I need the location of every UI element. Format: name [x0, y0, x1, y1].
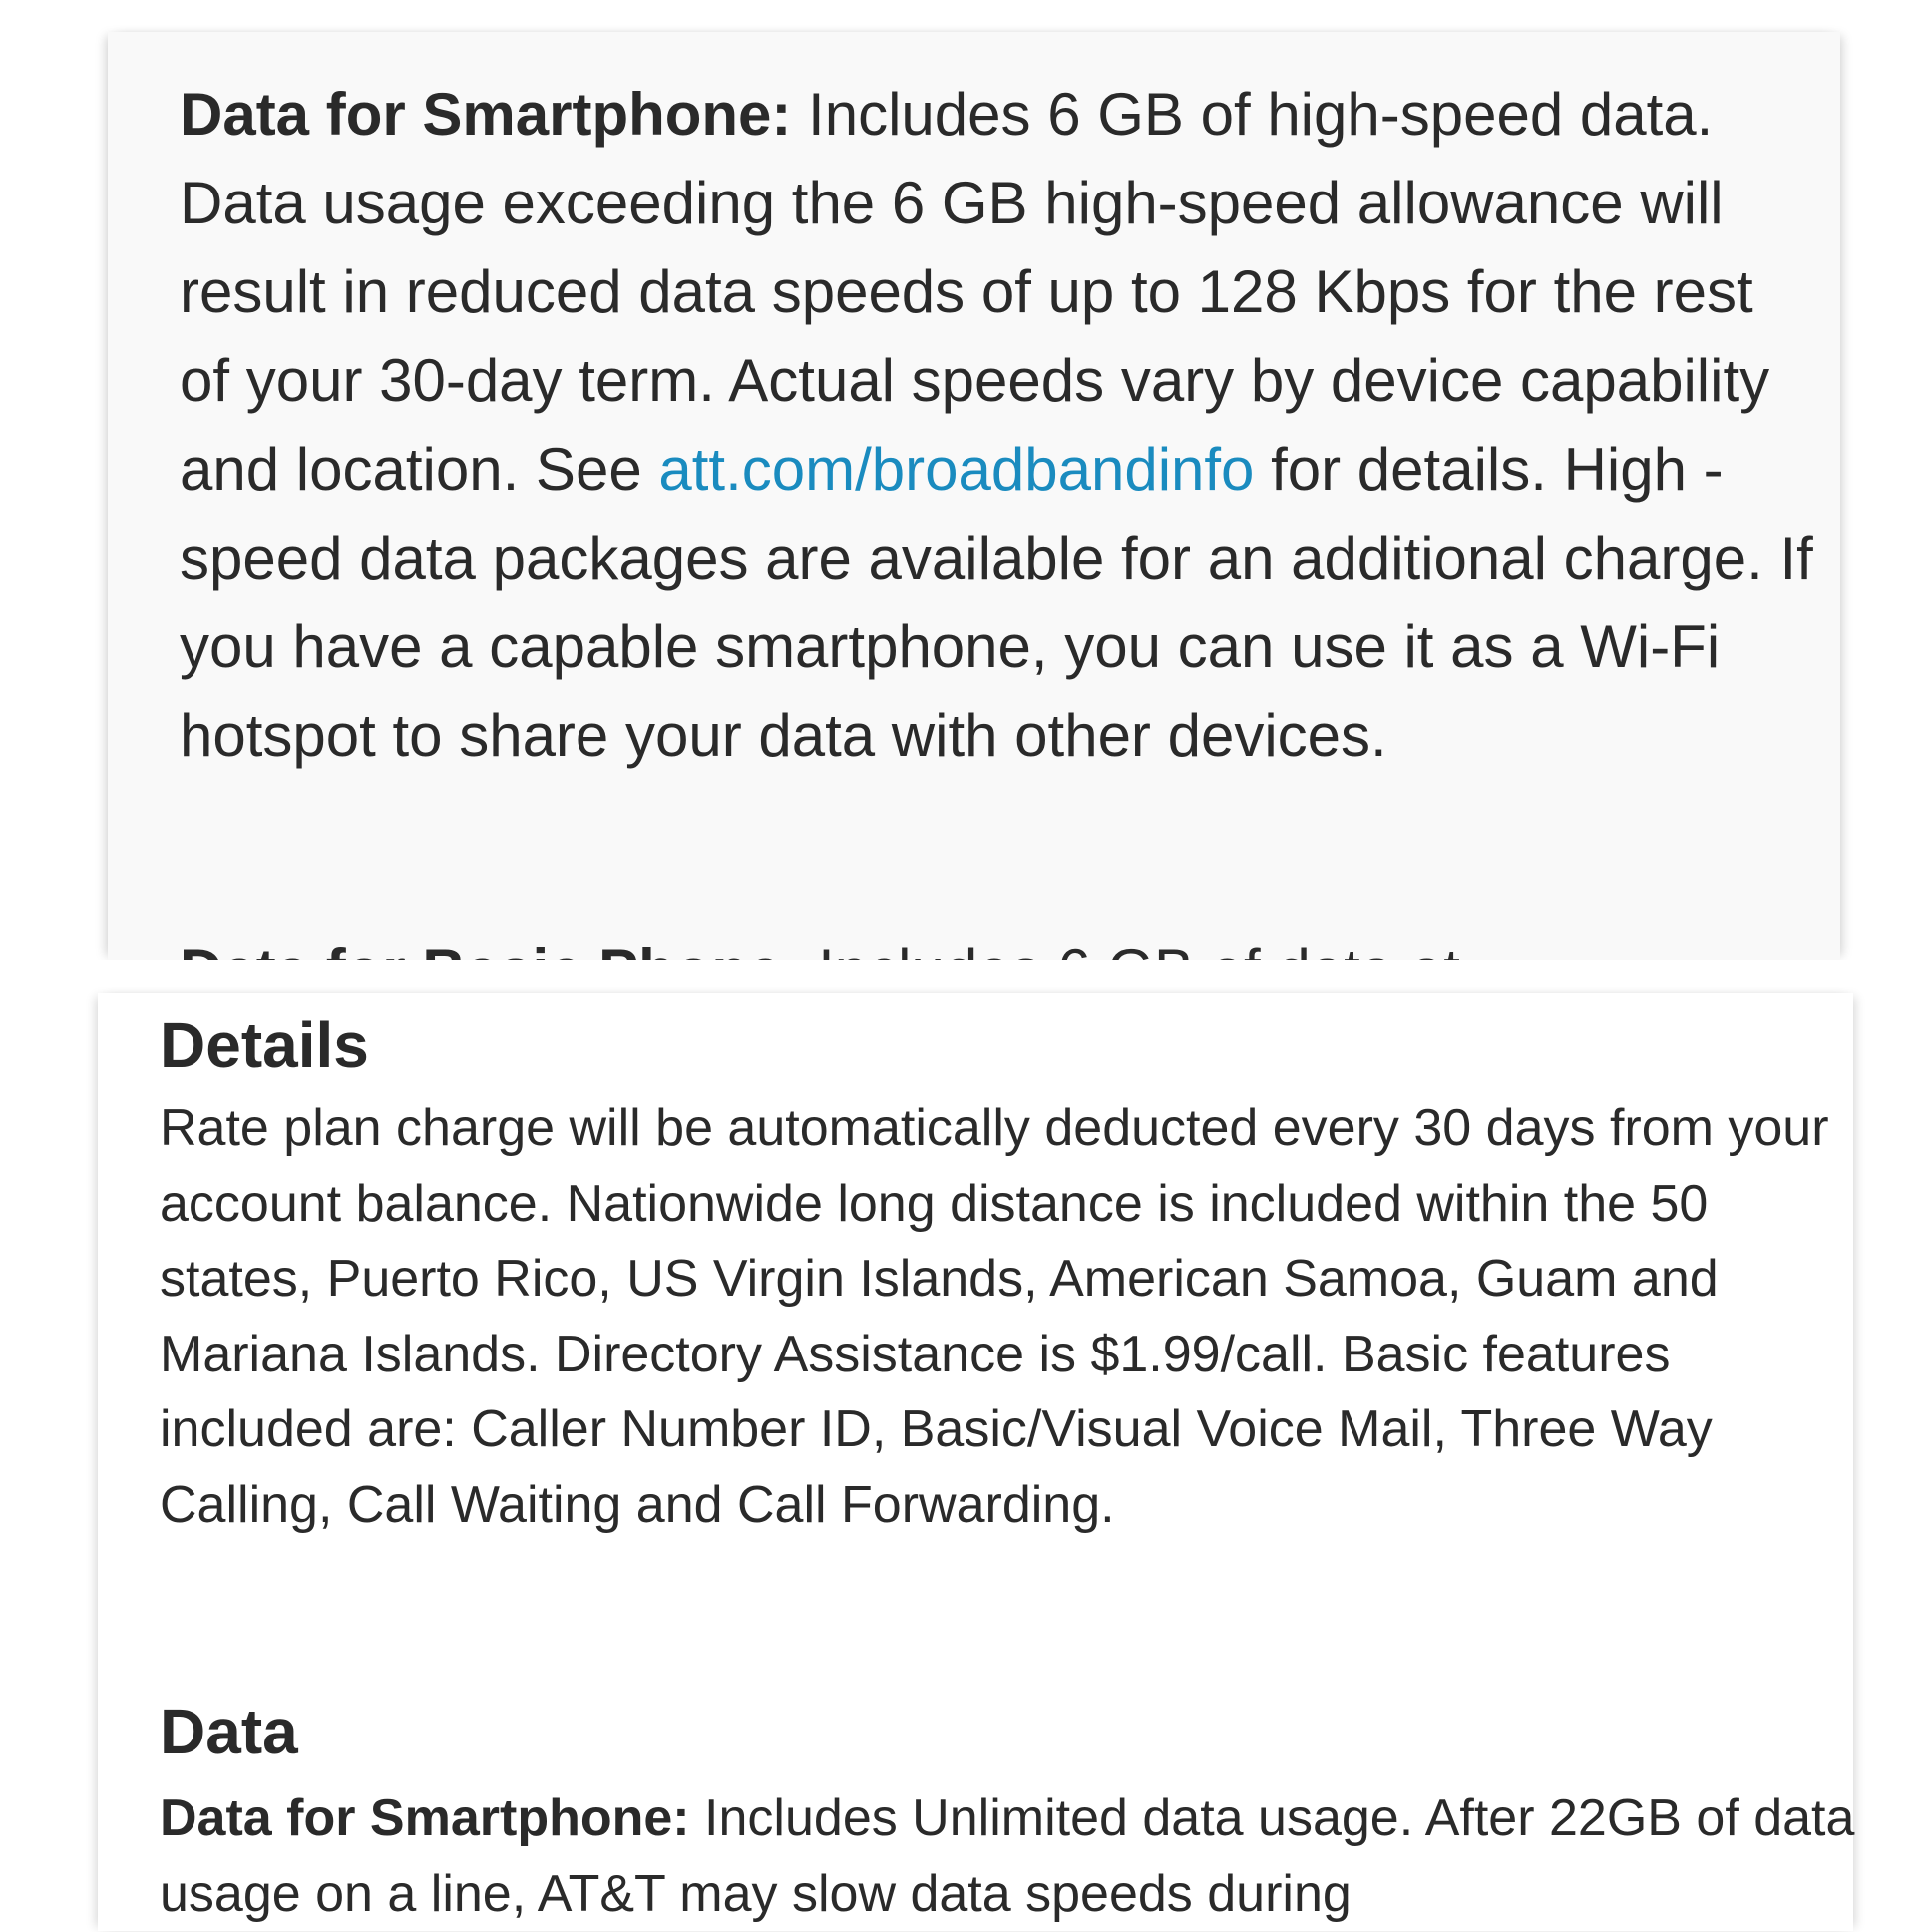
smartphone-data-label: Data for Smartphone:: [180, 81, 792, 148]
smartphone-data-text-continued: for details. High - speed data packages are available for an additional charge. If you have a capable smartphone, you can use it as a Wi-Fi hotspot to share your data with other devices.: [180, 436, 1813, 769]
smartphone-data-text: Includes 6 GB of high-speed data. Data usage exceeding the 6 GB high-speed allowance will result in reduced data speeds of up to 128 Kbps for the rest of your 30-day term. Actual speeds vary by device capability and location. See: [180, 81, 1770, 503]
broadband-info-link[interactable]: att.com/broadbandinfo: [658, 436, 1255, 503]
bottom-plan-card: [98, 993, 1853, 1931]
data-smartphone-paragraph: [160, 1781, 1855, 1932]
data-smartphone-label: Data for Smartphone:: [160, 1789, 690, 1847]
data-heading: Data: [160, 1696, 298, 1767]
details-heading: Details: [160, 1009, 369, 1081]
data-smartphone-text: Includes Unlimited data usage. After 22GB of data usage on a line, AT&T may slow data speeds during: [160, 1789, 1855, 1923]
details-body: Rate plan charge will be automatically deducted every 30 days from your account balance. Nationwide long distance is included within the 50 states, Puerto Rico, US Virgin Islands, American Samoa, Guam and Mariana Islands. Directory Assistance is $1.99/call. Basic features included are: Caller Number ID, Basic/Visual Voice Mail, Three Way Calling, Call Waiting and Call Forwarding.: [160, 1099, 1829, 1534]
screenshot-divider: [0, 960, 1931, 993]
smartphone-data-paragraph: [180, 70, 1815, 780]
top-plan-card: [108, 32, 1840, 960]
